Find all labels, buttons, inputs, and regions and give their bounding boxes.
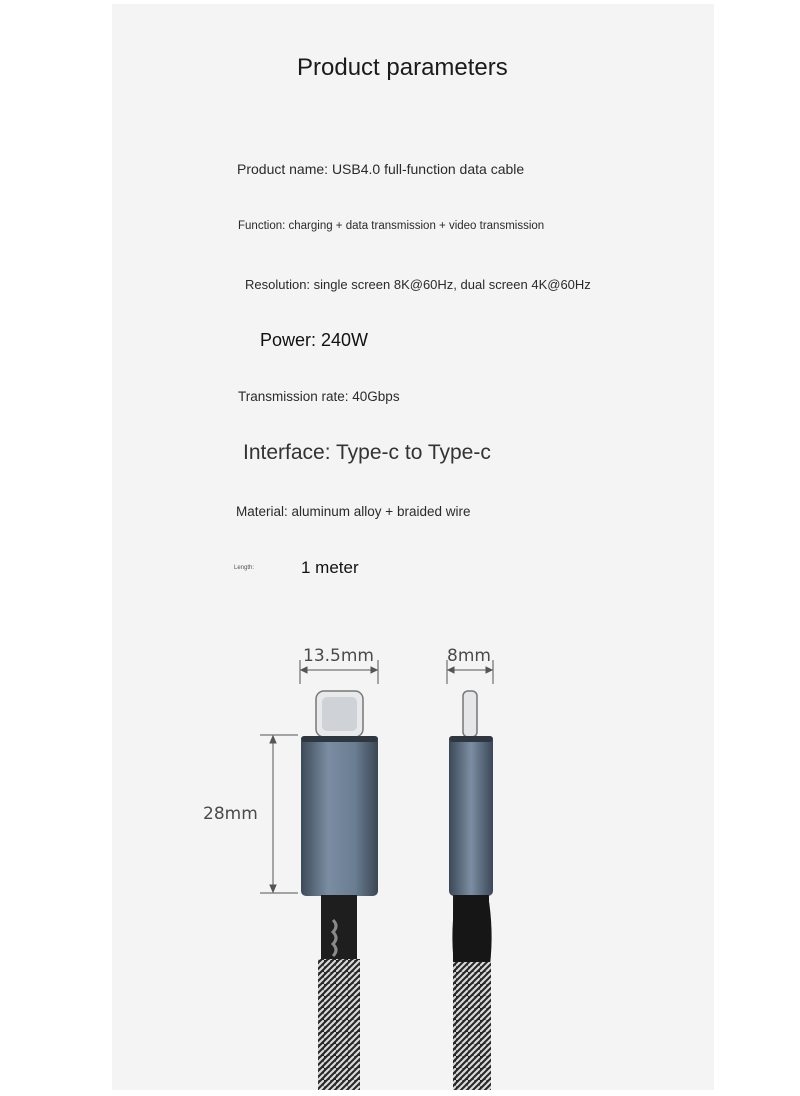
page-title: Product parameters [297, 54, 508, 81]
dimension-line-height [260, 735, 298, 893]
param-resolution: Resolution: single screen 8K@60Hz, dual screen 4K@60Hz [245, 277, 591, 292]
param-length-label: Length: [234, 565, 255, 571]
dimension-front-width: 13.5mm [303, 646, 374, 666]
dimension-height: 28mm [203, 804, 258, 824]
param-transmission-rate: Transmission rate: 40Gbps [238, 389, 400, 404]
connector-front-view [301, 691, 378, 1090]
param-interface: Interface: Type-c to Type-c [243, 441, 491, 464]
param-power: Power: 240W [260, 330, 369, 350]
param-product-name: Product name: USB4.0 full-function data cable [237, 161, 525, 177]
param-function: Function: charging + data transmission + video transmission [238, 220, 545, 232]
param-length-value: 1 meter [301, 558, 359, 577]
dimension-side-width: 8mm [447, 646, 491, 666]
param-material: Material: aluminum alloy + braided wire [236, 504, 471, 519]
connector-side-view [449, 691, 493, 1090]
